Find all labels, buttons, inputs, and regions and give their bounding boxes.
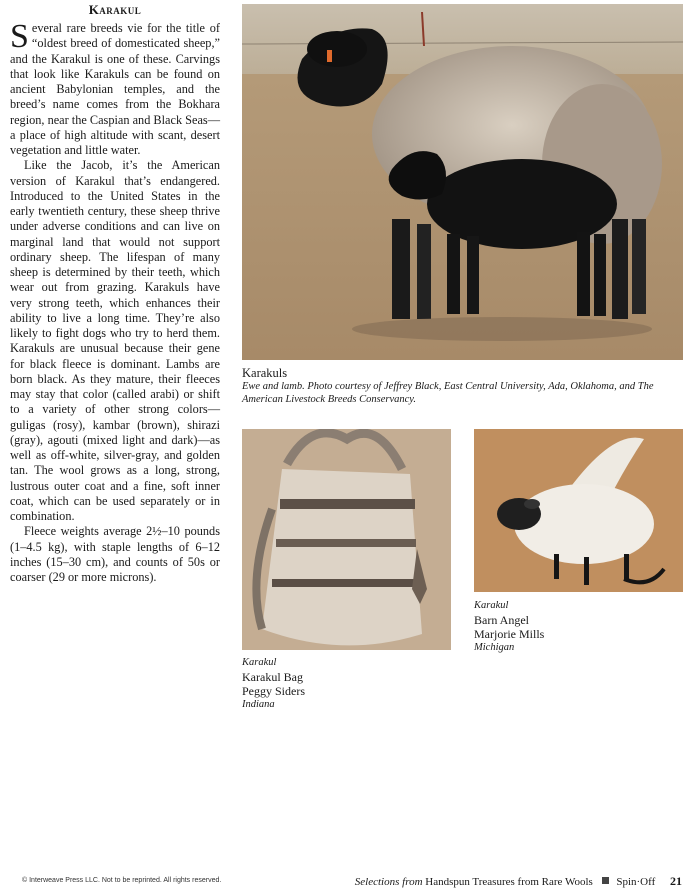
sheep-photo xyxy=(242,4,683,360)
paragraph-3: Fleece weights average 2½–10 pounds (1–4.5 kg), with staple lengths of 6–12 inches (15–30 cm), and counts of 50s or coarser (29 or more microns). xyxy=(10,524,220,584)
footer-selections-from: Selections from xyxy=(354,876,423,888)
sheep-caption-text: Ewe and lamb. Photo courtesy of Jeffrey Black, East Central University, Ada, Oklahoma, and The American Livestock Breeds Conservancy. xyxy=(242,381,654,405)
bag-caption-maker: Peggy Siders xyxy=(242,684,305,698)
bag-photo xyxy=(242,429,451,650)
bag-caption-item: Karakul Bag xyxy=(242,670,303,684)
paragraph-1 xyxy=(10,18,221,158)
angel-caption-breed: Karakul xyxy=(474,600,509,611)
sheep-caption xyxy=(242,366,683,406)
footer-brand: Spin·Off xyxy=(616,876,656,888)
drop-cap: S xyxy=(10,18,29,55)
copyright-notice: © Interweave Press LLC. Not to be reprinted. All rights reserved. xyxy=(22,877,222,884)
article-column xyxy=(10,2,220,585)
footer-book-title: Handspun Treasures from Rare Wools xyxy=(425,876,593,888)
page-footer xyxy=(10,872,690,888)
angel-caption-item: Barn Angel xyxy=(474,613,529,627)
page-number: 21 xyxy=(670,874,682,888)
article-heading: Karakul xyxy=(88,2,142,17)
square-bullet-icon xyxy=(602,877,609,884)
bag-caption-breed: Karakul xyxy=(242,657,277,668)
angel-caption-place: Michigan xyxy=(474,642,515,653)
angel-photo xyxy=(474,429,683,592)
paragraph-2: Like the Jacob, it’s the American version of Karakul that’s endangered. Introduced to the United States in the early twentieth century, these sheep thrive under adverse conditions and can live on marginal land that would not support ordinary sheep. The lifespan of many sheep is determined by their teeth, which wear out from grazing. Karakuls have very strong teeth, which enhances their ability to live a long time. They’re also likely to fight dogs who try to herd them. Karakuls are unusual because their gene for black fleece is dominant. Lambs are born black. As they mature, their fleeces may stay that color (called arabi) or shift to a variety of other strong colors—guligas (rosy), kambar (brown), shirazi (gray), agouti (mixed light and dark)—as well as off-white, silver-gray, and golden tan. The wool grows as a long, strong, lustrous outer coat and a fine, soft inner coat, which can be used separately or in combination. xyxy=(10,158,220,523)
sheep-caption-title: Karakuls xyxy=(242,366,288,380)
bag-caption xyxy=(242,656,451,712)
angel-caption xyxy=(474,599,683,655)
footer-book-info xyxy=(355,874,682,889)
bag-caption-place: Indiana xyxy=(242,699,275,710)
paragraph-1-text: everal rare breeds vie for the title of “oldest breed of domesticated sheep,” and the Karakul is one of these. Carvings that look like Karakuls can be found on ancient Babylonian temples, and the breed’s name comes from the Bokhara region, near the Caspian and Black Seas—a place of high altitude with scant, desert vegetation and little water. xyxy=(10,21,221,157)
angel-caption-maker: Marjorie Mills xyxy=(474,627,545,641)
